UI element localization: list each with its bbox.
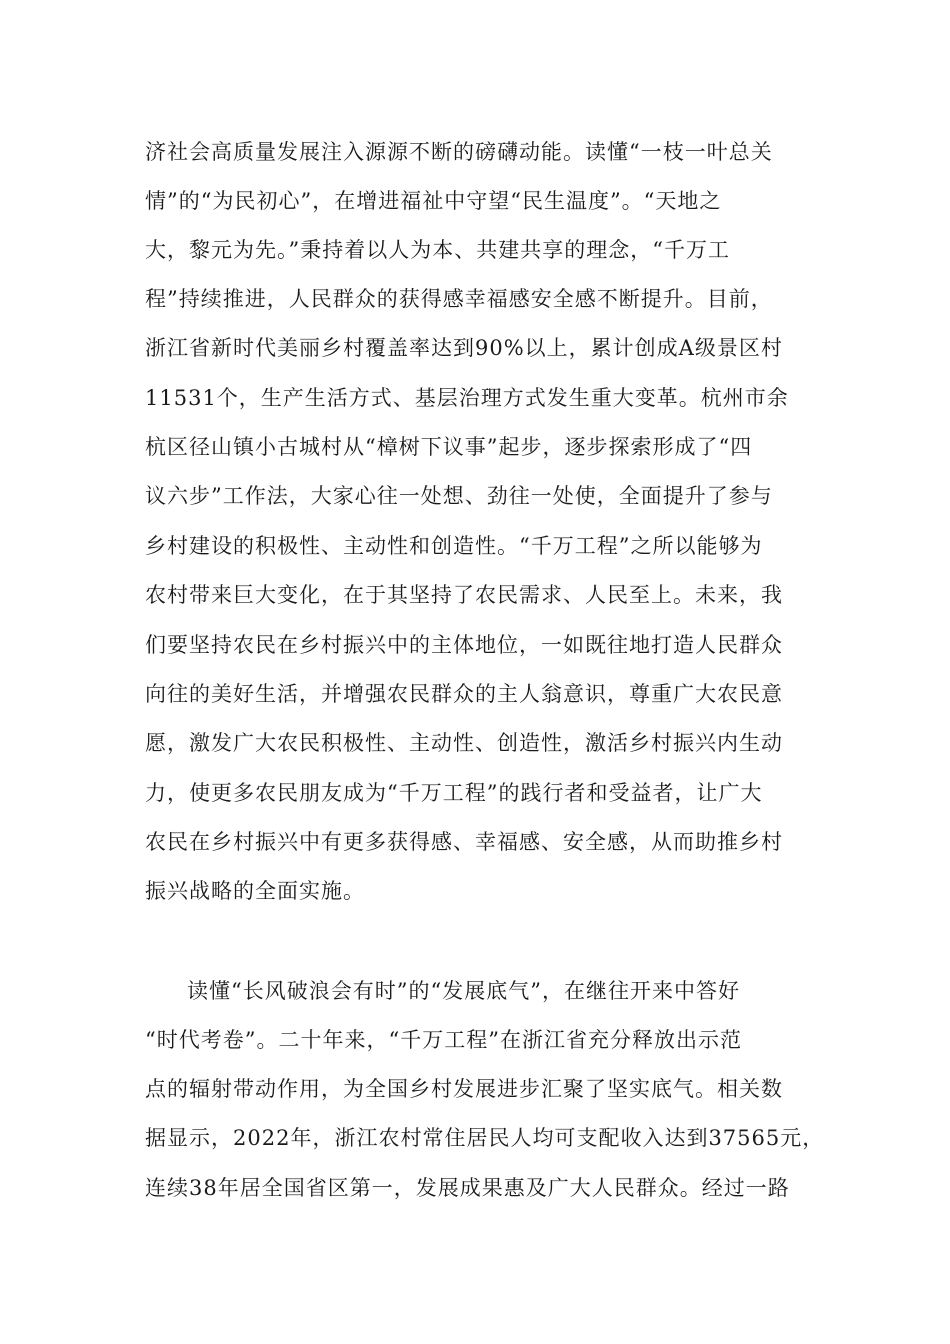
text-line: 程”持续推进，人民群众的获得感幸福感安全感不断提升。目前， [145,287,773,311]
text-line: 11531个，生产生活方式、基层治理方式发生重大变革。杭州市余 [145,386,789,410]
text-line: 议六步”工作法，大家心往一处想、劲往一处使，全面提升了参与 [145,484,773,508]
text-line: 向往的美好生活，并增强农民群众的主人翁意识，尊重广大农民意 [145,682,783,706]
text-line: 们要坚持农民在乡村振兴中的主体地位，一如既往地打造人民群众 [145,633,783,657]
text-line: 大，黎元为先。”秉持着以人为本、共建共享的理念，“千万工 [145,238,730,262]
text-line: 点的辐射带动作用，为全国乡村发展进步汇聚了坚实底气。相关数 [145,1077,783,1101]
text-line: 愿，激发广大农民积极性、主动性、创造性，激活乡村振兴内生动 [145,731,783,755]
text-line: 农民在乡村振兴中有更多获得感、幸福感、安全感，从而助推乡村 [145,830,783,854]
text-line: 济社会高质量发展注入源源不断的磅礴动能。读懂“一枝一叶总关 [145,140,773,164]
text-line: 振兴战略的全面实施。 [145,879,365,903]
text-line: 情”的“为民初心”，在增进福祉中守望“民生温度”。“天地之 [145,189,722,213]
text-line: 连续38年居全国省区第一，发展成果惠及广大人民群众。经过一路 [145,1176,790,1200]
text-line: 据显示，2022年，浙江农村常住居民人均可支配收入达到37565元， [145,1126,825,1150]
text-line: “时代考卷”。二十年来，“千万工程”在浙江省充分释放出示范 [145,1028,742,1052]
text-line: 农村带来巨大变化，在于其坚持了农民需求、人民至上。未来，我 [145,583,783,607]
text-line: 读懂“长风破浪会有时”的“发展底气”，在继往开来中答好 [187,979,740,1003]
text-line: 乡村建设的积极性、主动性和创造性。“千万工程”之所以能够为 [145,534,763,558]
text-line: 力，使更多农民朋友成为“千万工程”的践行者和受益者，让广大 [145,781,763,805]
text-line: 杭区径山镇小古城村从“樟树下议事”起步，逐步探索形成了“四 [145,435,753,459]
text-line: 浙江省新时代美丽乡村覆盖率达到90%以上，累计创成A级景区村 [145,336,783,360]
